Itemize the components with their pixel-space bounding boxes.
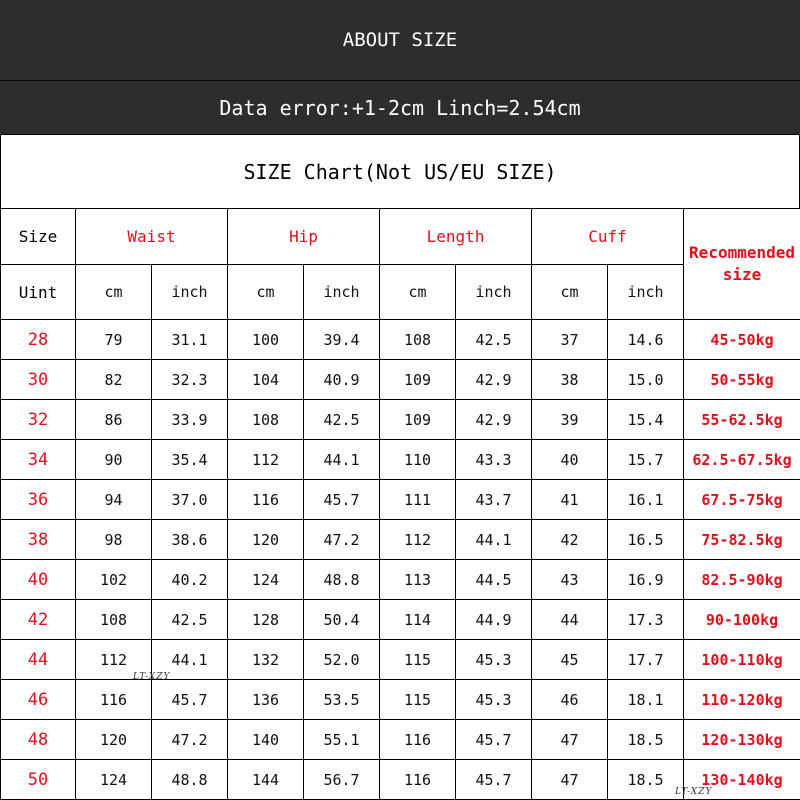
cuff-cm-header: cm xyxy=(532,265,608,320)
cell-cuff-cm: 46 xyxy=(532,680,608,720)
cell-hip-cm: 104 xyxy=(228,360,304,400)
cell-cuff-inch: 15.4 xyxy=(608,400,684,440)
cell-size: 28 xyxy=(1,320,76,360)
cell-cuff-inch: 17.3 xyxy=(608,600,684,640)
cell-waist-cm: 124 xyxy=(76,760,152,800)
cell-hip-cm: 116 xyxy=(228,480,304,520)
unit-label: Uint xyxy=(1,265,76,320)
cell-waist-cm: 90 xyxy=(76,440,152,480)
cell-hip-cm: 136 xyxy=(228,680,304,720)
cell-waist-cm: 82 xyxy=(76,360,152,400)
cuff-inch-header: inch xyxy=(608,265,684,320)
cell-length-inch: 45.3 xyxy=(456,640,532,680)
cuff-column-header: Cuff xyxy=(532,209,684,265)
cell-recommended: 45-50kg xyxy=(684,320,800,360)
cell-recommended: 82.5-90kg xyxy=(684,560,800,600)
cell-waist-cm: 98 xyxy=(76,520,152,560)
cell-recommended: 75-82.5kg xyxy=(684,520,800,560)
unit-header-row xyxy=(1,265,800,320)
cell-cuff-cm: 38 xyxy=(532,360,608,400)
cell-length-cm: 114 xyxy=(380,600,456,640)
cell-hip-inch: 45.7 xyxy=(304,480,380,520)
cell-recommended: 100-110kg xyxy=(684,640,800,680)
cell-hip-inch: 48.8 xyxy=(304,560,380,600)
size-chart-table xyxy=(0,208,800,800)
waist-cm-header: cm xyxy=(76,265,152,320)
cell-cuff-cm: 47 xyxy=(532,760,608,800)
cell-cuff-inch: 18.1 xyxy=(608,680,684,720)
length-column-header: Length xyxy=(380,209,532,265)
cell-hip-inch: 44.1 xyxy=(304,440,380,480)
cell-cuff-inch: 15.0 xyxy=(608,360,684,400)
cell-size: 48 xyxy=(1,720,76,760)
cell-length-cm: 116 xyxy=(380,760,456,800)
recommended-size-header xyxy=(684,209,800,320)
cell-length-cm: 109 xyxy=(380,400,456,440)
cell-hip-cm: 108 xyxy=(228,400,304,440)
cell-cuff-cm: 39 xyxy=(532,400,608,440)
table-row xyxy=(1,640,800,680)
cell-recommended: 90-100kg xyxy=(684,600,800,640)
cell-hip-inch: 39.4 xyxy=(304,320,380,360)
table-header-row xyxy=(1,209,800,265)
table-row xyxy=(1,560,800,600)
cell-length-cm: 115 xyxy=(380,640,456,680)
waist-column-header: Waist xyxy=(76,209,228,265)
cell-cuff-cm: 41 xyxy=(532,480,608,520)
cell-length-inch: 42.5 xyxy=(456,320,532,360)
cell-cuff-inch: 17.7 xyxy=(608,640,684,680)
cell-hip-cm: 124 xyxy=(228,560,304,600)
cell-length-inch: 44.5 xyxy=(456,560,532,600)
cell-length-cm: 113 xyxy=(380,560,456,600)
cell-hip-inch: 52.0 xyxy=(304,640,380,680)
cell-cuff-cm: 45 xyxy=(532,640,608,680)
cell-waist-inch: 35.4 xyxy=(152,440,228,480)
cell-length-cm: 111 xyxy=(380,480,456,520)
cell-waist-inch: 31.1 xyxy=(152,320,228,360)
cell-waist-inch: 44.1 xyxy=(152,640,228,680)
cell-hip-inch: 40.9 xyxy=(304,360,380,400)
cell-length-inch: 45.7 xyxy=(456,760,532,800)
cell-cuff-inch: 16.5 xyxy=(608,520,684,560)
table-row xyxy=(1,360,800,400)
cell-waist-inch: 37.0 xyxy=(152,480,228,520)
cell-size: 42 xyxy=(1,600,76,640)
table-row xyxy=(1,520,800,560)
cell-hip-inch: 56.7 xyxy=(304,760,380,800)
length-cm-header: cm xyxy=(380,265,456,320)
watermark-mark: LT-XZY xyxy=(133,672,171,682)
cell-length-inch: 45.7 xyxy=(456,720,532,760)
cell-length-inch: 44.1 xyxy=(456,520,532,560)
cell-waist-inch: 45.7 xyxy=(152,680,228,720)
cell-length-inch: 44.9 xyxy=(456,600,532,640)
cell-waist-cm: 102 xyxy=(76,560,152,600)
cell-length-inch: 42.9 xyxy=(456,400,532,440)
cell-length-inch: 42.9 xyxy=(456,360,532,400)
cell-cuff-cm: 37 xyxy=(532,320,608,360)
cell-hip-inch: 53.5 xyxy=(304,680,380,720)
cell-hip-cm: 140 xyxy=(228,720,304,760)
table-row xyxy=(1,440,800,480)
cell-length-cm: 110 xyxy=(380,440,456,480)
size-chart-banner xyxy=(0,134,800,208)
cell-waist-inch: 38.6 xyxy=(152,520,228,560)
cell-waist-cm: 120 xyxy=(76,720,152,760)
cell-length-cm: 112 xyxy=(380,520,456,560)
cell-length-cm: 109 xyxy=(380,360,456,400)
cell-waist-inch: 48.8 xyxy=(152,760,228,800)
cell-length-cm: 108 xyxy=(380,320,456,360)
cell-size: 40 xyxy=(1,560,76,600)
cell-waist-cm: 116 xyxy=(76,680,152,720)
hip-cm-header: cm xyxy=(228,265,304,320)
size-chart-subtitle: SIZE Chart(Not US/EU SIZE) xyxy=(243,159,557,184)
cell-cuff-inch: 15.7 xyxy=(608,440,684,480)
table-row xyxy=(1,320,800,360)
cell-hip-inch: 42.5 xyxy=(304,400,380,440)
cell-recommended: 55-62.5kg xyxy=(684,400,800,440)
watermark-mark-corner: LT-XZY xyxy=(675,787,713,797)
cell-waist-inch: 42.5 xyxy=(152,600,228,640)
cell-cuff-inch: 16.1 xyxy=(608,480,684,520)
cell-hip-cm: 132 xyxy=(228,640,304,680)
cell-recommended: 110-120kg xyxy=(684,680,800,720)
page-title: ABOUT SIZE xyxy=(342,29,458,51)
cell-size: 38 xyxy=(1,520,76,560)
cell-cuff-inch: 16.9 xyxy=(608,560,684,600)
cell-size: 36 xyxy=(1,480,76,520)
cell-length-inch: 43.3 xyxy=(456,440,532,480)
about-size-banner xyxy=(0,0,800,81)
cell-hip-cm: 144 xyxy=(228,760,304,800)
table-row xyxy=(1,400,800,440)
cell-hip-cm: 120 xyxy=(228,520,304,560)
cell-cuff-cm: 43 xyxy=(532,560,608,600)
data-error-note: Data error:+1-2cm Linch=2.54cm xyxy=(219,95,581,120)
data-error-banner xyxy=(0,81,800,134)
hip-column-header: Hip xyxy=(228,209,380,265)
cell-waist-cm: 86 xyxy=(76,400,152,440)
waist-inch-header: inch xyxy=(152,265,228,320)
cell-waist-cm: 112 xyxy=(76,640,152,680)
table-row xyxy=(1,680,800,720)
cell-waist-inch: 33.9 xyxy=(152,400,228,440)
cell-cuff-cm: 47 xyxy=(532,720,608,760)
cell-cuff-cm: 42 xyxy=(532,520,608,560)
table-row xyxy=(1,480,800,520)
hip-inch-header: inch xyxy=(304,265,380,320)
cell-cuff-cm: 40 xyxy=(532,440,608,480)
cell-waist-inch: 40.2 xyxy=(152,560,228,600)
cell-cuff-cm: 44 xyxy=(532,600,608,640)
table-row xyxy=(1,600,800,640)
cell-hip-inch: 47.2 xyxy=(304,520,380,560)
cell-cuff-inch: 14.6 xyxy=(608,320,684,360)
cell-cuff-inch: 18.5 xyxy=(608,760,684,800)
cell-recommended: 50-55kg xyxy=(684,360,800,400)
length-inch-header: inch xyxy=(456,265,532,320)
cell-size: 34 xyxy=(1,440,76,480)
cell-size: 50 xyxy=(1,760,76,800)
cell-waist-inch: 47.2 xyxy=(152,720,228,760)
cell-waist-cm: 108 xyxy=(76,600,152,640)
cell-recommended: 62.5-67.5kg xyxy=(684,440,800,480)
cell-recommended: 67.5-75kg xyxy=(684,480,800,520)
size-column-header: Size xyxy=(1,209,76,265)
cell-waist-inch: 32.3 xyxy=(152,360,228,400)
cell-waist-cm: 94 xyxy=(76,480,152,520)
cell-size: 30 xyxy=(1,360,76,400)
cell-size: 32 xyxy=(1,400,76,440)
cell-recommended: 120-130kg xyxy=(684,720,800,760)
cell-length-cm: 116 xyxy=(380,720,456,760)
cell-size: 46 xyxy=(1,680,76,720)
cell-length-inch: 45.3 xyxy=(456,680,532,720)
cell-length-inch: 43.7 xyxy=(456,480,532,520)
cell-hip-cm: 100 xyxy=(228,320,304,360)
cell-hip-inch: 55.1 xyxy=(304,720,380,760)
table-row xyxy=(1,720,800,760)
cell-waist-cm: 79 xyxy=(76,320,152,360)
cell-hip-inch: 50.4 xyxy=(304,600,380,640)
cell-hip-cm: 128 xyxy=(228,600,304,640)
cell-length-cm: 115 xyxy=(380,680,456,720)
cell-recommended: 130-140kg xyxy=(684,760,800,800)
recommended-size-label: Recommended size xyxy=(689,243,796,284)
cell-size: 44 xyxy=(1,640,76,680)
cell-cuff-inch: 18.5 xyxy=(608,720,684,760)
cell-hip-cm: 112 xyxy=(228,440,304,480)
